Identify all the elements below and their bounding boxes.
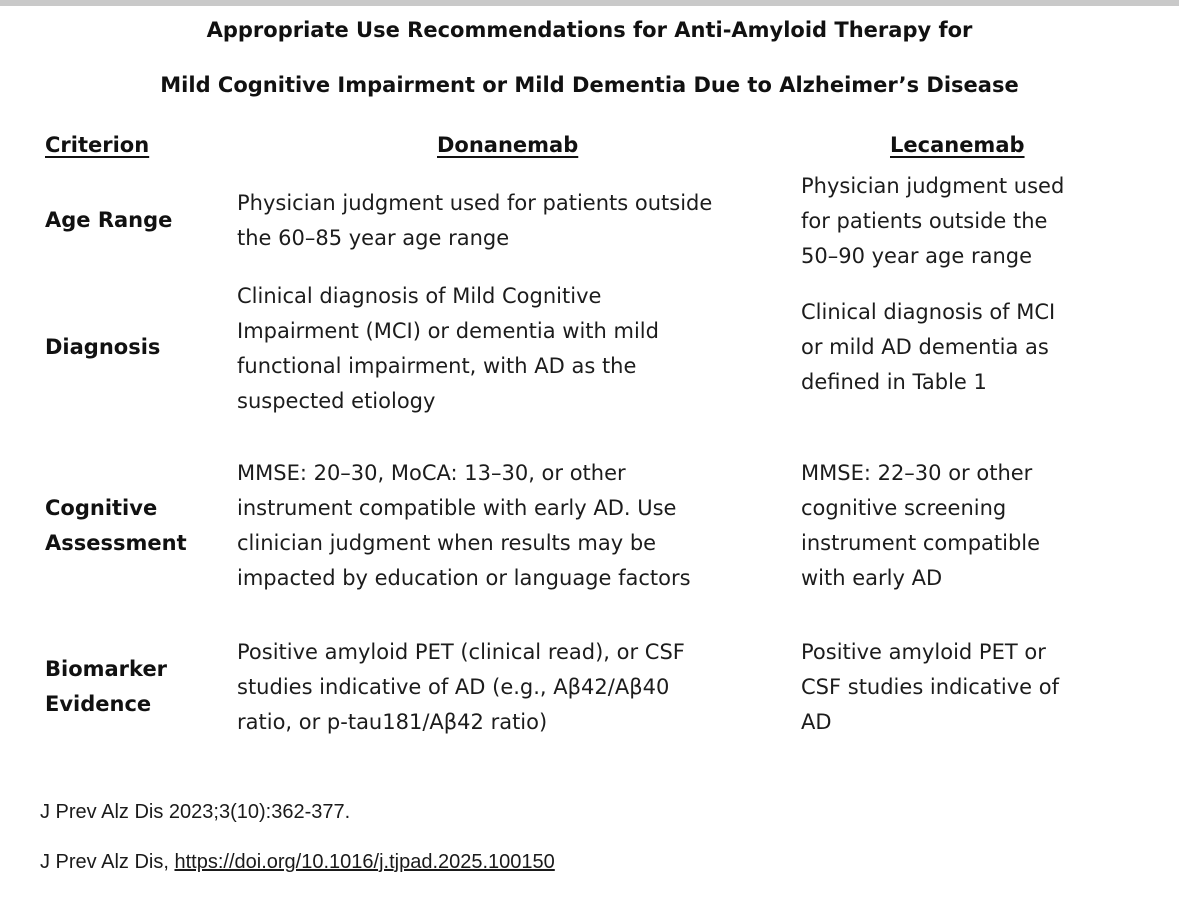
cell-line: Positive amyloid PET or [801,640,1046,664]
column-header-lecanemab: Lecanemab [890,133,1025,157]
criterion-line: Biomarker [45,657,168,681]
criterion-diagnosis [45,330,160,365]
cell-line: instrument compatible with early AD. Use [237,496,677,520]
cell-line: suspected etiology [237,389,436,413]
criterion-line: Cognitive [45,496,158,520]
citation-second-prefix: J Prev Alz Dis, [40,851,175,873]
criterion-line: Assessment [45,531,187,555]
cell-line: or mild AD dementia as [801,335,1049,359]
page-subtitle: Mild Cognitive Impairment or Mild Dementia Due to Alzheimer’s Disease [160,73,1019,97]
cell-line: AD [801,710,832,734]
lecanemab-cognitive-assessment [801,456,1171,596]
column-header-criterion: Criterion [45,133,150,157]
column-header-donanemab: Donanemab [437,133,579,157]
cell-line: Clinical diagnosis of MCI [801,300,1056,324]
cell-line: Impairment (MCI) or dementia with mild [237,319,659,343]
cell-line: instrument compatible [801,531,1041,555]
cell-line: 50–90 year age range [801,244,1032,268]
criterion-line: Evidence [45,692,152,716]
criterion-line: Diagnosis [45,335,161,359]
cell-line: Clinical diagnosis of Mild Cognitive [237,284,602,308]
cell-line: Physician judgment used [801,174,1065,198]
cell-line: Positive amyloid PET (clinical read), or CSF [237,640,685,664]
cell-line: for patients outside the [801,209,1048,233]
criterion-biomarker-evidence [45,652,167,722]
citation-first: J Prev Alz Dis 2023;3(10):362-377. [40,801,351,823]
cell-line: CSF studies indicative of [801,675,1059,699]
doi-link[interactable]: https://doi.org/10.1016/j.tjpad.2025.100150 [174,851,555,873]
page-title: Appropriate Use Recommendations for Anti-Amyloid Therapy for [206,18,973,42]
criterion-cognitive-assessment [45,491,187,561]
cell-line: clinician judgment when results may be [237,531,657,555]
cell-line: studies indicative of AD (e.g., Aβ42/Aβ40 [237,675,670,699]
criterion-age-range [45,203,172,238]
donanemab-age-range [237,186,797,256]
cell-line: ratio, or p-tau181/Aβ42 ratio) [237,710,548,734]
cell-line: cognitive screening [801,496,1007,520]
cell-line: Physician judgment used for patients outside [237,191,713,215]
cell-line: the 60–85 year age range [237,226,510,250]
donanemab-diagnosis [237,279,797,419]
cell-line: impacted by education or language factors [237,566,691,590]
cell-line: MMSE: 20–30, MoCA: 13–30, or other [237,461,626,485]
top-border [0,0,1179,6]
lecanemab-biomarker-evidence [801,635,1171,740]
donanemab-biomarker-evidence [237,635,797,740]
criterion-line: Age Range [45,208,173,232]
lecanemab-age-range [801,169,1171,274]
cell-line: with early AD [801,566,943,590]
cell-line: defined in Table 1 [801,370,987,394]
citation-second [40,851,555,874]
cell-line: MMSE: 22–30 or other [801,461,1033,485]
lecanemab-diagnosis [801,295,1171,400]
cell-line: functional impairment, with AD as the [237,354,637,378]
donanemab-cognitive-assessment [237,456,797,596]
